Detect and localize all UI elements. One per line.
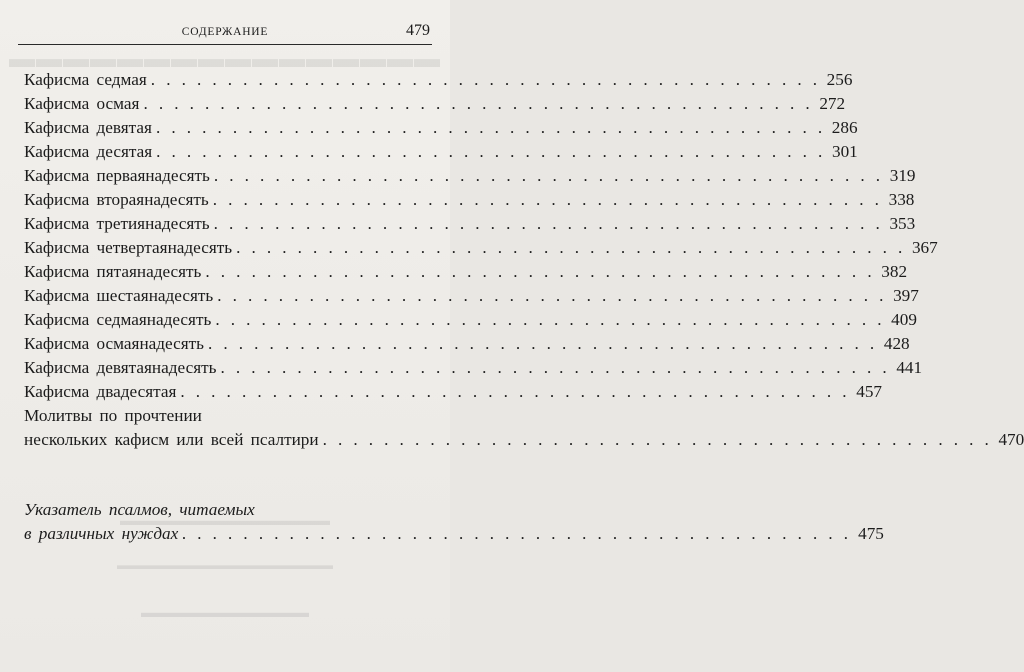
toc-entry [24,356,923,380]
section-title: СОДЕРЖАНИЕ [181,26,269,38]
toc-entry-page: 428 [883,334,910,353]
leader-dots: . . . . . . . . . . . . . . . . . . . . . . . . . . . . . . . . . . . . . . . . . . . . [213,166,884,185]
toc-entry-page: 338 [888,190,915,209]
toc-entry-page: 382 [881,262,908,281]
toc-entry-label: Кафисма третиянадесять [24,214,210,233]
toc-entry [24,188,915,212]
leader-dots: . . . . . . . . . . . . . . . . . . . . . . . . . . . . . . . . . . . . . . . . . . . . [155,118,826,137]
toc-entries [24,68,938,404]
leader-dots: . . . . . . . . . . . . . . . . . . . . . . . . . . . . . . . . . . . . . . . . . . . . [322,430,993,449]
leader-dots: . . . . . . . . . . . . . . . . . . . . . . . . . . . . . . . . . . . . . . . . . . . . [217,286,887,305]
toc-entry-page: 319 [889,166,916,185]
toc-entry-page: 441 [896,358,923,377]
toc-entry-label: Кафисма шестаянадесять [24,286,214,305]
leader-dots: . . . . . . . . . . . . . . . . . . . . . . . . . . . . . . . . . . . . . . . . . . . . [182,524,852,543]
toc-entry-label: Кафисма седмая [24,70,147,89]
toc-entry-page: 475 [858,524,884,543]
toc-entry-label: Кафисма перваянадесять [24,166,210,185]
toc-entry-page: 457 [856,382,883,401]
toc-entry [24,380,883,404]
leader-dots: . . . . . . . . . . . . . . . . . . . . . . . . . . . . . . . . . . . . . . . . . . . . [213,214,884,233]
toc-entry [24,116,858,140]
toc-entry [24,212,916,236]
leader-dots: . . . . . . . . . . . . . . . . . . . . . . . . . . . . . . . . . . . . . . . . . . . . [205,262,876,281]
toc-entry-label: Кафисма осмаянадесять [24,334,204,353]
toc-entry-page: 367 [911,238,938,257]
toc-entry-label: Кафисма четвертаянадесять [24,238,233,257]
toc-entry-page: 256 [826,70,853,89]
toc-entry-page: 286 [831,118,858,137]
leader-dots: . . . . . . . . . . . . . . . . . . . . . . . . . . . . . . . . . . . . . . . . . . . . [180,382,851,401]
leader-dots: . . . . . . . . . . . . . . . . . . . . . . . . . . . . . . . . . . . . . . . . . . . . [150,70,821,89]
toc-entry-label: Кафисма десятая [24,142,153,161]
toc-entry-label: Указатель псалмов, читаемых [24,500,255,519]
leader-dots: . . . . . . . . . . . . . . . . . . . . . . . . . . . . . . . . . . . . . . . . . . . . [156,142,826,161]
toc-entry-label: Кафисма пятаянадесять [24,262,202,281]
toc-entry [24,236,938,260]
toc-entry-label: нескольких кафисм или всей псалтири [24,430,319,449]
toc-entry [24,164,916,188]
toc-entry [24,140,858,164]
toc-entry-label: Кафисма двадесятая [24,382,177,401]
toc-entry-page: 301 [831,142,858,161]
table-of-contents [24,68,1024,546]
toc-entry-prayers [24,428,1024,452]
show-through-text: ▬▬▬▬▬▬▬▬▬▬▬▬▬▬▬▬▬▬ [117,558,333,572]
show-through-text: ▬▬▬▬▬▬▬▬▬▬▬▬ [141,606,309,621]
leader-dots: . . . . . . . . . . . . . . . . . . . . . . . . . . . . . . . . . . . . . . . . . . . . [215,310,885,329]
toc-entry [24,332,910,356]
show-through-text: ▬▬▬▬▬▬▬▬▬▬▬▬▬▬▬▬ [9,44,441,73]
leader-dots: . . . . . . . . . . . . . . . . . . . . . . . . . . . . . . . . . . . . . . . . . . . . [212,190,883,209]
page-number: 479 [406,22,430,39]
toc-entry-label: Кафисма осмая [24,94,140,113]
toc-entry [24,92,846,116]
toc-entry-prayers-line1: Молитвы по прочтении [24,406,202,425]
toc-entry [24,260,908,284]
toc-entry-page: 470 [998,430,1024,449]
toc-entry-label: Кафисма девятаянадесять [24,358,217,377]
toc-entry [24,284,919,308]
leader-dots: . . . . . . . . . . . . . . . . . . . . . . . . . . . . . . . . . . . . . . . . . . . . [143,94,814,113]
toc-entry [24,68,853,92]
toc-entry-label: Кафисма девятая [24,118,152,137]
leader-dots: . . . . . . . . . . . . . . . . . . . . . . . . . . . . . . . . . . . . . . . . . . . . [220,358,891,377]
toc-entry [24,308,917,332]
toc-entry-label: в различных нуждах [24,524,179,543]
toc-entry-page: 397 [893,286,919,305]
show-through-text: ▬▬▬▬▬▬▬▬▬▬▬▬▬▬▬ [120,514,330,529]
leader-dots: . . . . . . . . . . . . . . . . . . . . . . . . . . . . . . . . . . . . . . . . . . . . [207,334,878,353]
running-header [18,22,432,45]
toc-entry-index [24,498,884,546]
toc-entry-page: 353 [889,214,916,233]
toc-entry-page: 272 [819,94,846,113]
toc-entry-page: 409 [891,310,917,329]
toc-entry-label: Кафисма седмаянадесять [24,310,212,329]
leader-dots: . . . . . . . . . . . . . . . . . . . . . . . . . . . . . . . . . . . . . . . . . . . . [236,238,906,257]
toc-entry-label: Кафисма втораянадесять [24,190,209,209]
